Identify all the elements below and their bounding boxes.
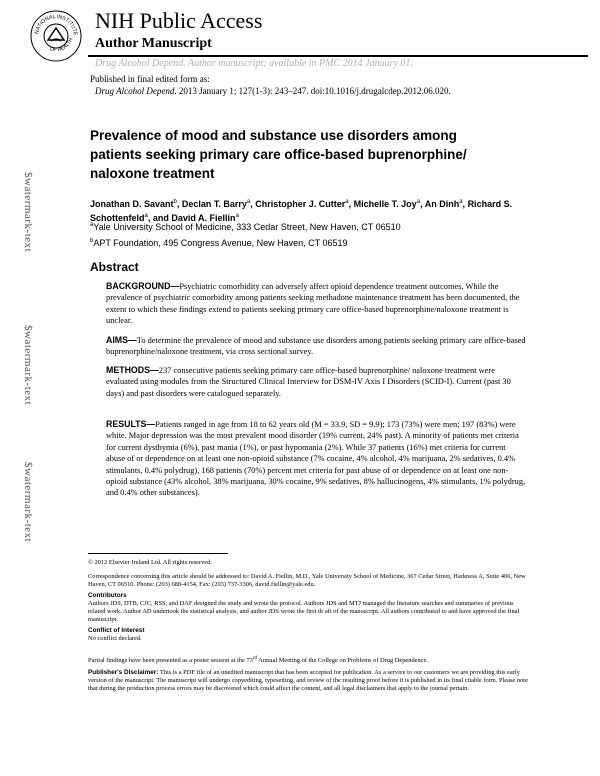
abstract-results (106, 419, 526, 499)
seal-text-top: NATIONAL INSTITUTE (34, 13, 79, 36)
disclaimer-text: This is a PDF file of an unedited manuscript that has been accepted for publication. As a service to our customers we are providing this early version of the manuscript. The manuscript will undergo copyediting, typesetting, and review of the resulting proof before it is published in its final citable form. Please note that during the production process errors may be discovered which could affect the content, and all legal disclaimers that apply to the journal pertain. (88, 669, 528, 693)
author-affiliation-marker: b (173, 199, 177, 205)
svg-text:NATIONAL INSTITUTES (30, 10, 78, 36)
nih-seal-logo (30, 10, 82, 62)
footnote-divider (88, 553, 228, 554)
author-name: Jonathan D. Savant (90, 199, 174, 209)
author-affiliation-marker: a (235, 213, 239, 219)
partial-findings-text: Partial findings have been presented as a poster session at the 73 (88, 657, 253, 665)
correspondence-note: Correspondence concerning this article should be addressed to: David A. Fiellin, M.D., Yale University School of Medicine, 367 Cedar Street, Harkness A, Suite 406, New Haven, CT 06510. Phone: (203) 688-4154, Fax: (203) 737-3306, david.fiellin@yale.edu. (88, 573, 526, 589)
author-name: David A. Fiellin (171, 213, 236, 223)
author-name: Declan T. Barry (181, 199, 247, 209)
author-separator: , (462, 199, 468, 209)
author-separator: , (176, 199, 182, 209)
watermark-journal: Drug Alcohol Depend (95, 58, 184, 69)
header-divider (88, 55, 588, 57)
partial-findings-text-end: Annual Meeting of the College on Problems of Drug Dependence. (257, 657, 428, 665)
abstract-background (106, 281, 526, 327)
abstract-aims (106, 335, 526, 358)
nih-public-access-title: NIH Public Access (95, 8, 263, 33)
author-separator: , (420, 199, 425, 209)
article-title: Prevalence of mood and substance use disorders among patients seeking primary care office-based buprenorphine/ naloxone treatment (90, 128, 467, 181)
author-separator: , and (147, 213, 172, 223)
abstract-heading: Abstract (90, 260, 139, 274)
contributors-label (88, 592, 528, 600)
author-separator: , (250, 199, 256, 209)
side-watermark: $watermark-text (22, 172, 34, 253)
section-text: To determine the prevalence of mood and substance use disorders among patients seeking primary care office-based buprenorphine/naloxone treatment, via cross sectional survey. (106, 336, 526, 357)
author-list (90, 196, 560, 224)
author-manuscript-subtitle: Author Manuscript (95, 36, 212, 51)
author-name: An Dinh (424, 199, 460, 209)
availability-watermark (95, 58, 413, 69)
abstract-methods (106, 365, 526, 399)
affiliation-a (90, 222, 401, 232)
affiliation-b-text: APT Foundation, 495 Congress Avenue, New Haven, CT 06519 (93, 238, 348, 248)
section-label: BACKGROUND— (106, 281, 180, 291)
author-affiliation-marker: a (144, 213, 148, 219)
published-label: Published in final edited form as: (90, 74, 210, 84)
author-affiliation-marker: a (246, 199, 251, 205)
section-text: 237 consecutive patients seeking primary care office-based buprenorphine/ naloxone treatment were evaluated using modules from the Structured Clinical Interview for DSM-IV Axis I Disorders (SCID-I). Current (past 30 days) and past disorders were catalogued separately. (106, 366, 511, 398)
citation-journal: Drug Alcohol Depend (95, 86, 175, 96)
disclaimer-heading: Publisher's Disclaimer: (88, 669, 159, 676)
author-name: Michelle T. Joy (353, 199, 417, 209)
coi-label (88, 627, 528, 635)
section-label: RESULTS— (106, 419, 156, 429)
author-affiliation-marker: a (459, 199, 463, 205)
affiliation-b-marker: b (90, 238, 94, 244)
contributors-heading: Contributors (88, 592, 127, 599)
partial-findings-note (88, 655, 528, 665)
author-name: Christopher J. Cutter (255, 199, 346, 209)
side-watermark: $watermark-text (22, 325, 34, 406)
ordinal-suffix: rd (252, 656, 258, 661)
affiliation-a-marker: a (90, 222, 94, 228)
copyright-notice: © 2012 Elsevier Ireland Ltd. All rights reserved. (88, 559, 212, 566)
citation-details: . 2013 January 1; 127(1-3): 243–247. doi:10.1016/j.drugalcdep.2012.06.020. (174, 86, 451, 96)
section-label: METHODS— (106, 365, 159, 375)
contributors-note: Authors JDS, DTB, CJC, RSS, and DAF designed the study and wrote the protocol. Authors JDS and MTJ managed the literature searches and summaries of previous related work. Author AD undertook the statistical analysis, and author JDS wrote the first dr aft of the manuscript. All authors contributed to and have approved the final manuscript. (88, 600, 520, 624)
citation (95, 86, 451, 96)
section-text: Psychiatric comorbidity can adversely affect opioid dependence treatment outcomes. While the prevalence of psychiatric comorbidity among patients seeking methadone maintenance treatment has been documented, the extent to which these findings extend to patients seeking primary care office-based buprenorphine/naloxone treatment is unclear. (106, 282, 520, 326)
author-affiliation-marker: a (345, 199, 349, 205)
section-text: Patients ranged in age from 18 to 62 years old (M = 33.9, SD = 9.9); 173 (73%) were men; 197 (83%) were white. Major depression was the most prevalent mood disorder (19% current, 24% past). A minority of patients met criteria for current dysthymia (6%), past mania (1%), or past hypomania (2%). While 37 patients (16%) met criteria for current abuse of or dependence on at least one non-opioid substance (7% cocaine, 4% alcohol, 4% marijuana, 2% sedatives, 0.4% stimulants, 0.4% polydrug), 168 patients (70%) percent met criteria for past abuse of or dependence on at least one non-opioid substance (43% alcohol, 38% marijuana, 30% cocaine, 9% sedatives, 8% hallucinogens, 4% stimulants, 1% polydrug, and 0.4% other substances). (106, 420, 526, 498)
coi-note: No conflict declared. (88, 635, 142, 642)
section-label: AIMS— (106, 335, 137, 345)
author-name: Richard S. Schottenfeld (90, 199, 513, 223)
publisher-disclaimer (88, 669, 528, 694)
coi-heading: Conflict of Interest (88, 627, 145, 634)
watermark-availability: . Author manuscript; available in PMC 2014 January 01. (183, 58, 413, 69)
affiliation-a-text: Yale University School of Medicine, 333 Cedar Street, New Haven, CT 06510 (93, 222, 401, 232)
affiliation-b (90, 238, 348, 248)
seal-text-bottom: OF HEALTH (48, 37, 75, 54)
side-watermark: $watermark-text (22, 462, 34, 543)
author-affiliation-marker: a (416, 199, 421, 205)
author-separator: , (348, 199, 354, 209)
